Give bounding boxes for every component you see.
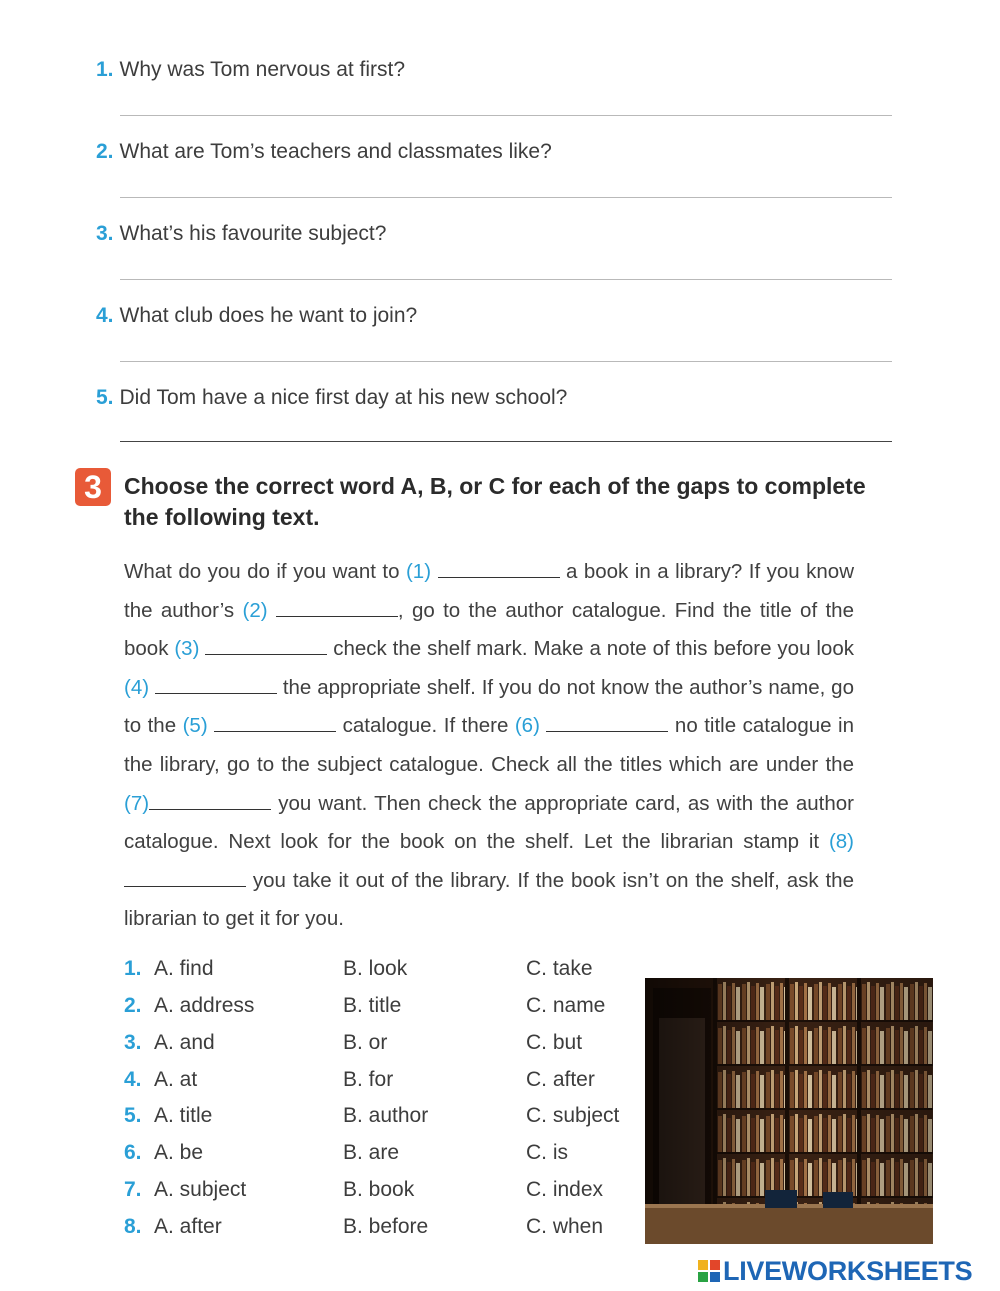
- question-number: 5.: [96, 386, 114, 409]
- question-4: [96, 304, 417, 328]
- gap-number: (8): [828, 830, 854, 854]
- option-a[interactable]: A. address: [154, 994, 255, 1017]
- gap-number: (5): [182, 714, 208, 738]
- passage-text: check the shelf mark. Make a note of this before you look: [327, 637, 854, 661]
- passage-text: What do you do if you want to: [124, 560, 406, 583]
- gap-blank-2[interactable]: [276, 596, 398, 617]
- gap-number: (3): [174, 637, 200, 661]
- question-number: 1.: [96, 58, 114, 81]
- option-b[interactable]: B. or: [343, 1031, 388, 1054]
- option-a[interactable]: A. be: [154, 1141, 204, 1164]
- question-1: [96, 58, 405, 82]
- option-number: 1.: [124, 957, 142, 980]
- option-number: 2.: [124, 994, 142, 1017]
- gap-blank-4[interactable]: [155, 673, 277, 694]
- option-a[interactable]: A. find: [154, 957, 214, 980]
- option-a[interactable]: A. at: [154, 1068, 198, 1091]
- gap-number: (1): [405, 560, 432, 583]
- gap-blank-5[interactable]: [214, 711, 336, 732]
- option-c[interactable]: C. after: [526, 1068, 595, 1091]
- question-text: Did Tom have a nice first day at his new school?: [119, 386, 568, 409]
- option-a[interactable]: A. title: [154, 1104, 213, 1127]
- option-number: 4.: [124, 1068, 142, 1091]
- question-number: 3.: [96, 222, 114, 245]
- option-c[interactable]: C. but: [526, 1031, 583, 1054]
- option-b[interactable]: B. author: [343, 1104, 429, 1127]
- answer-line-5[interactable]: [120, 441, 892, 442]
- answer-line-2[interactable]: [120, 197, 892, 198]
- question-text: What are Tom’s teachers and classmates like?: [119, 140, 552, 163]
- answer-line-1[interactable]: [120, 115, 892, 116]
- option-b[interactable]: B. look: [343, 957, 408, 980]
- passage-text: no title catalogue in the library, go to the subject catalogue. Check all the titles which are under the: [124, 714, 854, 776]
- bookshelf-illustration: [645, 978, 933, 1244]
- gap-number: (7): [124, 791, 150, 815]
- question-3: [96, 222, 386, 246]
- exercise-number-badge: 3: [75, 468, 111, 506]
- gap-number: (6): [514, 714, 540, 738]
- question-number: 2.: [96, 140, 114, 163]
- question-text: What’s his favourite subject?: [119, 222, 387, 245]
- answer-line-4[interactable]: [120, 361, 892, 362]
- question-5: [96, 386, 567, 410]
- passage-text: , go to the author catalogue. Find the title of the book: [124, 598, 854, 661]
- option-number: 5.: [124, 1104, 142, 1127]
- option-number: 8.: [124, 1215, 142, 1238]
- gap-blank-6[interactable]: [546, 711, 668, 732]
- liveworksheets-logo-text: LIVEWORKSHEETS: [723, 1255, 973, 1286]
- option-a[interactable]: A. after: [154, 1215, 222, 1238]
- gap-blank-7[interactable]: [149, 789, 271, 810]
- gap-number: (4): [124, 675, 150, 699]
- option-b[interactable]: B. before: [343, 1215, 429, 1238]
- question-text: Why was Tom nervous at first?: [119, 58, 406, 81]
- library-bookshelf-image: [645, 978, 933, 1244]
- option-b[interactable]: B. book: [343, 1178, 415, 1201]
- question-text: What club does he want to join?: [119, 304, 418, 327]
- gap-blank-3[interactable]: [205, 634, 327, 655]
- option-number: 7.: [124, 1178, 142, 1201]
- gap-number: (2): [242, 598, 268, 622]
- option-number: 6.: [124, 1141, 142, 1164]
- cloze-passage: [124, 553, 854, 939]
- passage-text: you want. Then check the appropriate card, as with the author catalogue. Next look for the book on the shelf. Let the librarian stamp it: [124, 791, 854, 854]
- option-c[interactable]: C. subject: [526, 1104, 620, 1127]
- option-c[interactable]: C. when: [526, 1215, 604, 1238]
- passage-text: a book in a library? If you know the author’s: [124, 560, 854, 622]
- option-a[interactable]: A. and: [154, 1031, 215, 1054]
- option-a[interactable]: A. subject: [154, 1178, 247, 1201]
- option-number: 3.: [124, 1031, 142, 1054]
- liveworksheets-logo[interactable]: [698, 1256, 972, 1286]
- answer-line-3[interactable]: [120, 279, 892, 280]
- question-number: 4.: [96, 304, 114, 327]
- passage-text: you take it out of the library. If the book isn’t on the shelf, ask the librarian to get it for you.: [124, 868, 854, 931]
- option-b[interactable]: B. for: [343, 1068, 394, 1091]
- question-2: [96, 140, 552, 164]
- option-c[interactable]: C. name: [526, 994, 606, 1017]
- gap-blank-1[interactable]: [438, 557, 560, 578]
- option-c[interactable]: C. index: [526, 1178, 604, 1201]
- option-c[interactable]: C. take: [526, 957, 593, 980]
- liveworksheets-logo-icon: [698, 1260, 720, 1282]
- option-b[interactable]: B. title: [343, 994, 402, 1017]
- exercise-instruction: Choose the correct word A, B, or C for each of the gaps to complete the following text.: [124, 473, 866, 530]
- passage-text: the appropriate shelf. If you do not know the author’s name, go to the: [124, 675, 854, 738]
- passage-text: catalogue. If there: [336, 714, 515, 738]
- option-b[interactable]: B. are: [343, 1141, 400, 1164]
- option-c[interactable]: C. is: [526, 1141, 568, 1164]
- gap-blank-8[interactable]: [124, 866, 246, 887]
